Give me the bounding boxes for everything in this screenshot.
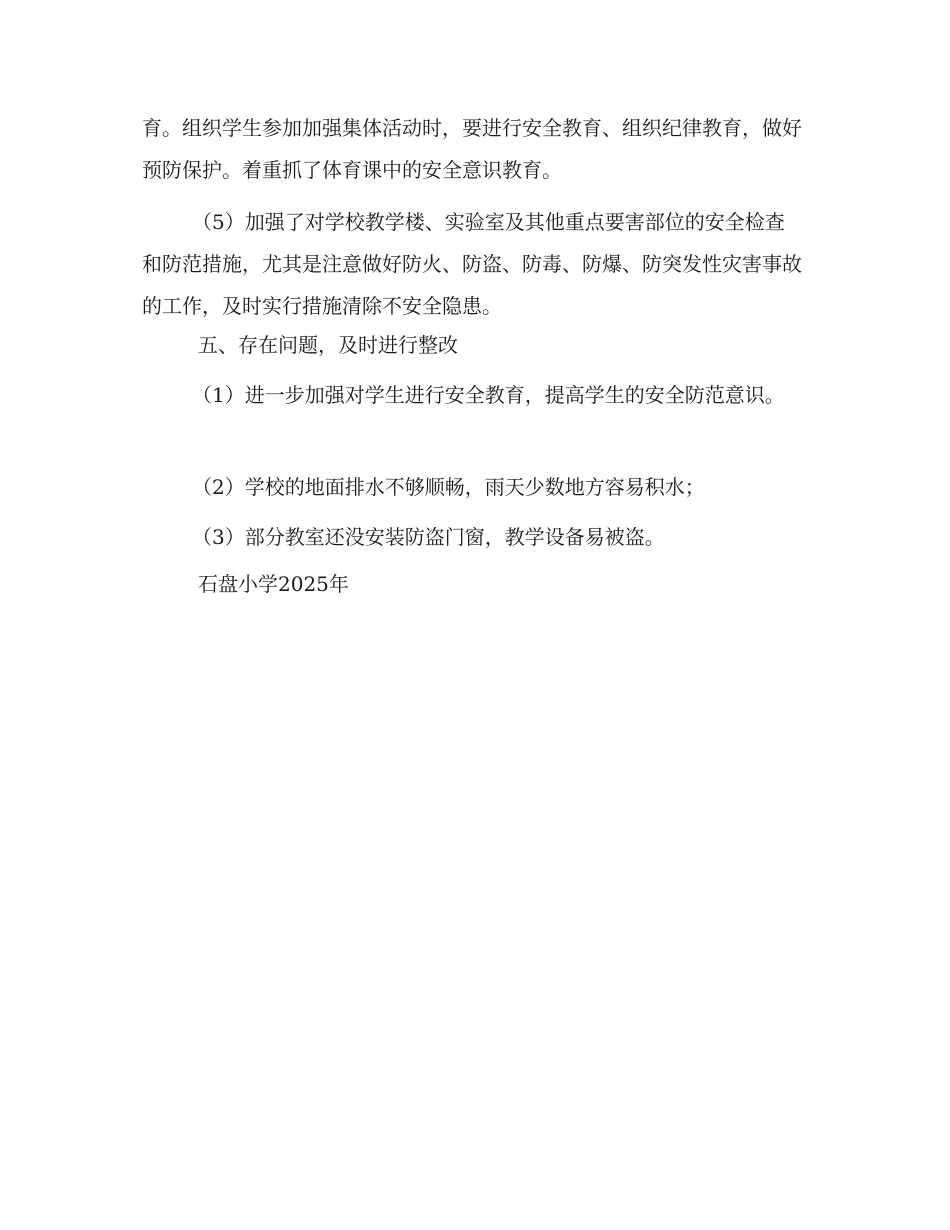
section-heading: 五、存在问题，及时进行整改	[198, 333, 458, 357]
paragraph-issue-2: （2）学校的地面排水不够顺畅，雨天少数地方容易积水；	[192, 475, 705, 499]
paragraph-issue-3: （3）部分教室还没安装防盗门窗，教学设备易被盗。	[192, 525, 665, 549]
paragraph-item-5: （5）加强了对学校教学楼、实验室及其他重点要害部位的安全检查和防范措施，尤其是注意做好防火、防盗、防毒、防爆、防突发性灾害事故的工作，及时实行措施清除不安全隐患。	[142, 210, 802, 318]
paragraph-issue-1: （1）进一步加强对学生进行安全教育，提高学生的安全防范意识。	[192, 383, 785, 407]
signature-line: 石盘小学2025年	[198, 572, 349, 596]
paragraph-continuation: 育。组织学生参加加强集体活动时，要进行安全教育、组织纪律教育，做好预防保护。着重抓了体育课中的安全意识教育。	[142, 116, 802, 182]
